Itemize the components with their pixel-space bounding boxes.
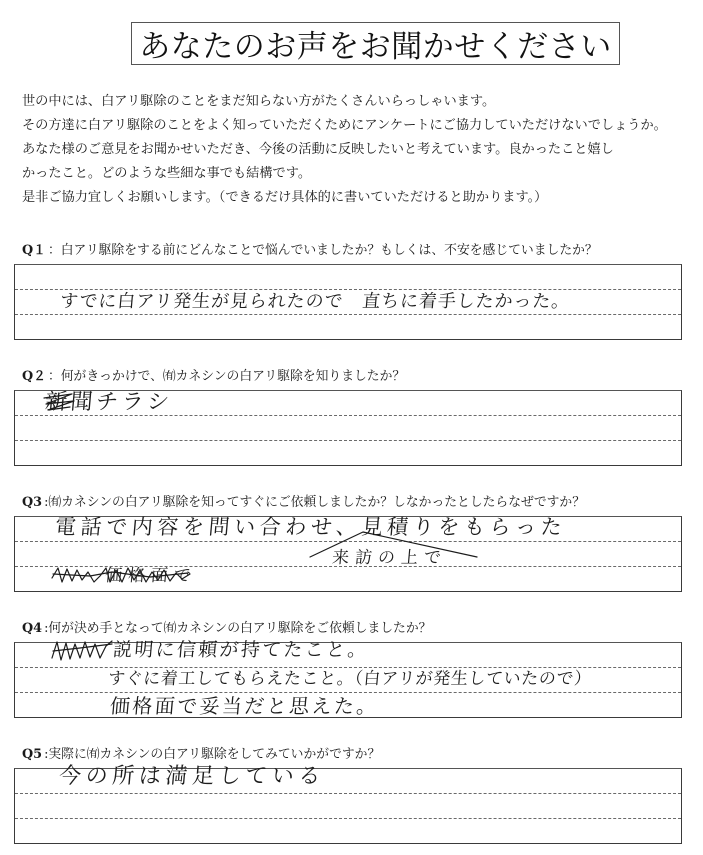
question-number: Q3 — [22, 495, 43, 510]
scribble-mark — [50, 638, 116, 664]
intro-line: その方達に白アリ駆除のことをよく知っていただくためにアンケートにご協力していただけないでしょうか。 — [22, 118, 667, 133]
handwritten-answer-3-line1: 電話で内容を問い合わせ、見積りをもらった — [53, 515, 568, 539]
question-text: ：何がきっかけで、㈲カネシンの白アリ駆除を知りましたか？ — [47, 369, 406, 384]
question-4-label — [22, 620, 431, 638]
question-number: Q２ — [22, 369, 46, 384]
struck-out-text: 価格面で — [104, 566, 198, 586]
question-text: :実際に㈲カネシンの白アリ駆除をしてみていかがですか？ — [44, 747, 381, 762]
handwritten-insertion: 来訪の上で — [331, 548, 448, 568]
handwritten-answer-4-line3: 価格面で妥当だと思えた。 — [108, 694, 380, 718]
handwritten-answer-4-line1: 説明に信頼が持てたこと。 — [112, 639, 370, 661]
handwritten-answer-2: 新聞チラシ — [43, 390, 174, 415]
question-number: Q5 — [22, 747, 43, 762]
handwritten-answer-5: 今の所は満足している — [57, 764, 327, 789]
question-5-label — [22, 746, 380, 764]
ruled-line — [15, 793, 681, 794]
handwritten-answer-4-line2: すぐに着工してもらえたこと。（白アリが発生していたので） — [107, 669, 593, 689]
question-number: Q4 — [22, 621, 43, 636]
intro-line: 世の中には、白アリ駆除のことをまだ知らない方がたくさんいらっしゃいます。 — [22, 94, 496, 109]
question-number: Q１ — [22, 243, 46, 258]
scribble-mark — [50, 564, 200, 588]
ruled-line — [15, 692, 681, 693]
ruled-line — [15, 818, 681, 819]
intro-line: かったこと。どのような些細な事でも結構です。 — [22, 166, 312, 181]
intro-line: 是非ご協力宜しくお願いします。（できるだけ具体的に書いていただけると助かります。） — [22, 190, 548, 205]
question-text: :㈲カネシンの白アリ駆除を知ってすぐにご依頼しましたか？しなかったとしたらなぜですか？ — [44, 495, 586, 510]
handwritten-answer-1: すでに白アリ発生が見られたので 直ちに着手したかった。 — [59, 291, 572, 312]
survey-title: あなたのお声をお聞かせください — [131, 22, 620, 65]
intro-line: あなた様のご意見をお聞かせいただき、今後の活動に反映したいと考えています。良かったこと嬉し — [22, 142, 614, 157]
question-text: ：白アリ駆除をする前にどんなことで悩んでいましたか？もしくは、不安を感じていましたか？ — [47, 243, 598, 258]
question-text: :何が決め手となって㈲カネシンの白アリ駆除をご依頼しましたか？ — [44, 621, 432, 636]
